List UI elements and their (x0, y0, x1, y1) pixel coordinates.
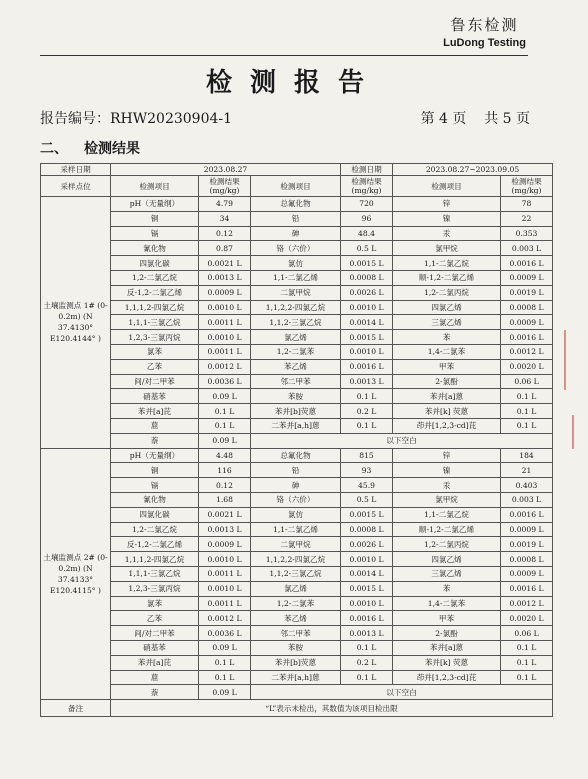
test-result: 0.003 L (501, 241, 553, 256)
test-result: 0.1 L (341, 418, 393, 433)
test-result: 22 (501, 211, 553, 226)
test-item: 1,2-二氯苯 (251, 596, 341, 611)
test-item: 氯苯 (111, 344, 199, 359)
test-result: 0.0016 L (501, 507, 553, 522)
sampling-point: 土壤监测点 1# (0-0.2m) (N 37.4130° E120.4144° ) (41, 197, 111, 449)
test-result: 0.0008 L (501, 300, 553, 315)
test-result: 0.1 L (341, 670, 393, 685)
table-row (41, 285, 553, 300)
header-divider (40, 55, 528, 56)
test-item: 四氯乙烯 (393, 552, 501, 567)
table-row (41, 463, 553, 478)
table-row (41, 596, 553, 611)
sampling-date-label: 采样日期 (41, 164, 111, 176)
test-result: 0.1 L (199, 404, 251, 419)
test-result: 0.1 L (199, 655, 251, 670)
test-item: 氯甲烷 (393, 492, 501, 507)
test-item: 1,2-二氯丙烷 (393, 285, 501, 300)
test-result: 0.0010 L (341, 300, 393, 315)
table-row (41, 197, 553, 212)
section-number: 二、 (40, 141, 68, 157)
section-title: 检测结果 (84, 141, 140, 157)
test-item: 2-氯酚 (393, 374, 501, 389)
item-label: 检测项目 (111, 176, 199, 197)
table-row (41, 522, 553, 537)
test-item: 萘 (111, 433, 199, 448)
test-item: 1,1-二氯乙烯 (251, 270, 341, 285)
test-result: 0.0016 L (341, 611, 393, 626)
test-result: 0.0021 L (199, 507, 251, 522)
test-item: 反-1,2-二氯乙烯 (111, 537, 199, 552)
test-result: 0.0013 L (341, 374, 393, 389)
test-result: 0.0012 L (501, 344, 553, 359)
test-item: 邻二甲苯 (251, 626, 341, 641)
test-item: 以下空白 (251, 685, 553, 700)
test-item: 1,2-二氯乙烷 (111, 522, 199, 537)
test-item: 铬（六价） (251, 241, 341, 256)
test-item: 氯仿 (251, 507, 341, 522)
table-row (41, 448, 553, 463)
result-label: 检测结果 (mg/kg) (341, 176, 393, 197)
table-row (41, 478, 553, 493)
results-table (40, 163, 553, 717)
test-item: 镉 (111, 478, 199, 493)
test-item: 1,4-二氯苯 (393, 344, 501, 359)
test-result: 0.1 L (501, 670, 553, 685)
test-result: 0.0011 L (199, 315, 251, 330)
remark-label: 备注 (41, 700, 111, 717)
test-result: 0.12 (199, 226, 251, 241)
test-item: 以下空白 (251, 433, 553, 448)
sampling-point: 土壤监测点 2# (0-0.2m) (N 37.4133° E120.4115° ) (41, 448, 111, 700)
test-result: 0.0010 L (199, 581, 251, 596)
table-row (41, 492, 553, 507)
test-item: 铅 (251, 463, 341, 478)
test-item: 镍 (393, 463, 501, 478)
result-label: 检测结果 (mg/kg) (199, 176, 251, 197)
test-result: 0.0008 L (341, 522, 393, 537)
test-item: 顺-1,2-二氯乙烯 (393, 522, 501, 537)
test-result: 0.06 L (501, 626, 553, 641)
test-result: 0.0014 L (341, 566, 393, 581)
test-item: 四氯化碳 (111, 256, 199, 271)
test-item: 1,1-二氯乙烯 (251, 522, 341, 537)
test-item: pH（无量纲） (111, 197, 199, 212)
test-result: 0.0016 L (501, 256, 553, 271)
test-item: 1,2-二氯乙烷 (111, 270, 199, 285)
test-result: 0.0011 L (199, 596, 251, 611)
test-result: 0.0013 L (199, 270, 251, 285)
test-result: 0.0012 L (199, 611, 251, 626)
item-label: 检测项目 (393, 176, 501, 197)
test-item: 铜 (111, 211, 199, 226)
test-item: 1,1,1-三氯乙烷 (111, 566, 199, 581)
test-result: 0.09 L (199, 433, 251, 448)
table-row (41, 611, 553, 626)
test-result: 0.0020 L (501, 359, 553, 374)
test-item: 四氯化碳 (111, 507, 199, 522)
test-item: 反-1,2-二氯乙烯 (111, 285, 199, 300)
test-result: 0.003 L (501, 492, 553, 507)
test-item: 苯并[k] 荧蒽 (393, 404, 501, 419)
test-result: 4.48 (199, 448, 251, 463)
test-item: 氰化物 (111, 492, 199, 507)
test-item: 苯并[b]荧蒽 (251, 655, 341, 670)
test-result: 0.1 L (501, 640, 553, 655)
test-item: 1,1,1-三氯乙烷 (111, 315, 199, 330)
test-result: 0.1 L (501, 655, 553, 670)
test-item: 顺-1,2-二氯乙烯 (393, 270, 501, 285)
test-item: 三氯乙烯 (393, 315, 501, 330)
test-item: 1,1,2-三氯乙烷 (251, 566, 341, 581)
result-label: 检测结果 (mg/kg) (501, 176, 553, 197)
table-row (41, 433, 553, 448)
test-item: 汞 (393, 478, 501, 493)
test-result: 0.0015 L (341, 507, 393, 522)
table-row (41, 315, 553, 330)
test-item: 2-氯酚 (393, 626, 501, 641)
test-item: 四氯乙烯 (393, 300, 501, 315)
table-header-row (41, 176, 553, 197)
test-result: 0.0015 L (341, 256, 393, 271)
test-item: 氰化物 (111, 241, 199, 256)
test-result: 45.9 (341, 478, 393, 493)
test-result: 0.87 (199, 241, 251, 256)
test-item: 苯并[b]荧蒽 (251, 404, 341, 419)
test-result: 0.0012 L (501, 596, 553, 611)
test-item: 苯并[a]芘 (111, 404, 199, 419)
test-item: 茚并[1,2,3-cd]芘 (393, 670, 501, 685)
test-item: 苯胺 (251, 389, 341, 404)
test-item: 甲苯 (393, 611, 501, 626)
test-item: 二氯甲烷 (251, 537, 341, 552)
test-item: pH（无量纲） (111, 448, 199, 463)
test-item: 二苯并[a,h]蒽 (251, 670, 341, 685)
report-title: 检测报告 (205, 68, 382, 98)
test-item: 氯甲烷 (393, 241, 501, 256)
seal-stamp-mark (572, 415, 586, 449)
test-item: 1,1,2,2-四氯乙烷 (251, 552, 341, 567)
test-item: 硝基苯 (111, 640, 199, 655)
test-item: 1,1,2-三氯乙烷 (251, 315, 341, 330)
test-item: 1,2-二氯苯 (251, 344, 341, 359)
test-result: 0.09 L (199, 389, 251, 404)
test-result: 0.0009 L (501, 315, 553, 330)
test-result: 0.2 L (341, 655, 393, 670)
test-result: 815 (341, 448, 393, 463)
test-result: 0.0013 L (199, 522, 251, 537)
test-result: 0.0009 L (199, 285, 251, 300)
test-result: 0.0021 L (199, 256, 251, 271)
table-row (41, 389, 553, 404)
test-result: 0.0008 L (501, 552, 553, 567)
table-row (41, 640, 553, 655)
test-item: 苯胺 (251, 640, 341, 655)
test-item: 苯乙烯 (251, 611, 341, 626)
page-indicator (421, 108, 530, 128)
test-item: 乙苯 (111, 359, 199, 374)
test-item: 苯乙烯 (251, 359, 341, 374)
test-result: 0.1 L (501, 389, 553, 404)
test-result: 0.0015 L (341, 581, 393, 596)
test-result: 0.0009 L (501, 270, 553, 285)
test-date-label: 检测日期 (341, 164, 393, 176)
test-item: 汞 (393, 226, 501, 241)
test-item: 1,1-二氯乙烷 (393, 256, 501, 271)
test-item: 间/对二甲苯 (111, 626, 199, 641)
test-item: 1,4-二氯苯 (393, 596, 501, 611)
test-result: 0.1 L (199, 670, 251, 685)
test-result: 0.0036 L (199, 374, 251, 389)
test-result: 93 (341, 463, 393, 478)
test-item: 镉 (111, 226, 199, 241)
table-row (41, 374, 553, 389)
test-item: 总氟化物 (251, 197, 341, 212)
test-result: 4.79 (199, 197, 251, 212)
test-result: 0.09 L (199, 685, 251, 700)
test-result: 0.403 (501, 478, 553, 493)
test-item: 总氟化物 (251, 448, 341, 463)
point-label: 采样点位 (41, 176, 111, 197)
test-result: 34 (199, 211, 251, 226)
test-item: 1,1,2,2-四氯乙烷 (251, 300, 341, 315)
test-result: 0.0013 L (341, 626, 393, 641)
table-row (41, 226, 553, 241)
test-item: 苯并[k] 荧蒽 (393, 655, 501, 670)
table-row (41, 626, 553, 641)
test-item: 萘 (111, 685, 199, 700)
test-item: 茚并[1,2,3-cd]芘 (393, 418, 501, 433)
test-result: 0.0019 L (501, 537, 553, 552)
test-item: 苯 (393, 330, 501, 345)
table-header-date-row (41, 164, 553, 176)
test-item: 砷 (251, 226, 341, 241)
test-item: 邻二甲苯 (251, 374, 341, 389)
test-result: 0.06 L (501, 374, 553, 389)
test-result: 184 (501, 448, 553, 463)
test-result: 0.0008 L (341, 270, 393, 285)
test-result: 0.2 L (341, 404, 393, 419)
results-table-body (41, 164, 553, 717)
table-row (41, 344, 553, 359)
test-result: 0.0016 L (501, 581, 553, 596)
test-item: 氯苯 (111, 596, 199, 611)
page-current: 第 4 页 (420, 111, 467, 127)
table-row (41, 404, 553, 419)
test-item: 1,2,3-三氯丙烷 (111, 330, 199, 345)
test-result: 0.1 L (501, 418, 553, 433)
test-result: 1.68 (199, 492, 251, 507)
test-item: 硝基苯 (111, 389, 199, 404)
test-item: 苯 (393, 581, 501, 596)
test-item: 铅 (251, 211, 341, 226)
test-date: 2023.08.27~2023.09.05 (393, 164, 553, 176)
test-item: 苯并[a]蒽 (393, 640, 501, 655)
test-result: 0.1 L (341, 389, 393, 404)
test-item: 甲苯 (393, 359, 501, 374)
test-result: 0.0026 L (341, 285, 393, 300)
table-row (41, 418, 553, 433)
table-row (41, 256, 553, 271)
test-result: 0.0010 L (199, 330, 251, 345)
table-row (41, 211, 553, 226)
table-row (41, 359, 553, 374)
test-item: 镍 (393, 211, 501, 226)
test-result: 0.0020 L (501, 611, 553, 626)
test-result: 0.0010 L (341, 344, 393, 359)
test-item: 砷 (251, 478, 341, 493)
test-item: 苯并[a]蒽 (393, 389, 501, 404)
test-item: 氯仿 (251, 256, 341, 271)
item-label: 检测项目 (251, 176, 341, 197)
company-name-en: LuDong Testing (443, 37, 526, 49)
company-header (443, 14, 526, 49)
test-result: 0.0016 L (341, 359, 393, 374)
test-result: 116 (199, 463, 251, 478)
table-row (41, 241, 553, 256)
test-result: 96 (341, 211, 393, 226)
company-name-cn: 鲁东检测 (450, 16, 519, 34)
test-result: 78 (501, 197, 553, 212)
test-result: 0.0010 L (199, 552, 251, 567)
test-result: 0.12 (199, 478, 251, 493)
test-item: 锌 (393, 448, 501, 463)
test-result: 0.1 L (501, 404, 553, 419)
test-result: 0.0016 L (501, 330, 553, 345)
test-result: 21 (501, 463, 553, 478)
test-item: 乙苯 (111, 611, 199, 626)
table-row (41, 552, 553, 567)
remark-row (41, 700, 553, 717)
test-result: 0.09 L (199, 640, 251, 655)
test-item: 䓛 (111, 670, 199, 685)
test-result: 0.1 L (341, 640, 393, 655)
test-item: 锌 (393, 197, 501, 212)
test-result: 0.0010 L (341, 596, 393, 611)
test-result: 48.4 (341, 226, 393, 241)
test-item: 间/对二甲苯 (111, 374, 199, 389)
table-row (41, 537, 553, 552)
test-result: 0.0026 L (341, 537, 393, 552)
test-result: 0.0015 L (341, 330, 393, 345)
table-row (41, 670, 553, 685)
test-item: 氯乙烯 (251, 581, 341, 596)
test-result: 0.0009 L (199, 537, 251, 552)
sampling-date: 2023.08.27 (111, 164, 341, 176)
table-row (41, 270, 553, 285)
table-row (41, 330, 553, 345)
test-item: 三氯乙烯 (393, 566, 501, 581)
test-item: 铜 (111, 463, 199, 478)
test-item: 氯乙烯 (251, 330, 341, 345)
test-item: 1,1,1,2-四氯乙烷 (111, 300, 199, 315)
test-result: 0.0009 L (501, 566, 553, 581)
test-item: 1,2,3-三氯丙烷 (111, 581, 199, 596)
test-result: 0.0009 L (501, 522, 553, 537)
test-item: 1,1-二氯乙烷 (393, 507, 501, 522)
page-total: 共 5 页 (484, 111, 530, 127)
table-row (41, 581, 553, 596)
table-row (41, 507, 553, 522)
test-result: 0.0011 L (199, 344, 251, 359)
table-row (41, 300, 553, 315)
test-item: 苯并[a]芘 (111, 655, 199, 670)
test-result: 0.0036 L (199, 626, 251, 641)
test-result: 0.0019 L (501, 285, 553, 300)
test-item: 䓛 (111, 418, 199, 433)
test-item: 二氯甲烷 (251, 285, 341, 300)
remark-text: “L”表示未检出，其数值为该项目检出限 (111, 700, 553, 717)
report-number: 报告编号：RHW20230904-1 (40, 111, 233, 127)
test-result: 0.0010 L (341, 552, 393, 567)
table-row (41, 685, 553, 700)
test-result: 0.0011 L (199, 566, 251, 581)
section-heading (40, 138, 156, 158)
table-row (41, 566, 553, 581)
test-result: 0.5 L (341, 492, 393, 507)
test-result: 0.1 L (199, 418, 251, 433)
test-item: 1,1,1,2-四氯乙烷 (111, 552, 199, 567)
test-result: 720 (341, 197, 393, 212)
test-result: 0.0012 L (199, 359, 251, 374)
test-result: 0.353 (501, 226, 553, 241)
test-item: 1,2-二氯丙烷 (393, 537, 501, 552)
test-result: 0.5 L (341, 241, 393, 256)
test-item: 二苯并[a,h]蒽 (251, 418, 341, 433)
table-row (41, 655, 553, 670)
test-item: 铬（六价） (251, 492, 341, 507)
test-result: 0.0014 L (341, 315, 393, 330)
seal-stamp-mark (564, 330, 582, 390)
test-result: 0.0010 L (199, 300, 251, 315)
